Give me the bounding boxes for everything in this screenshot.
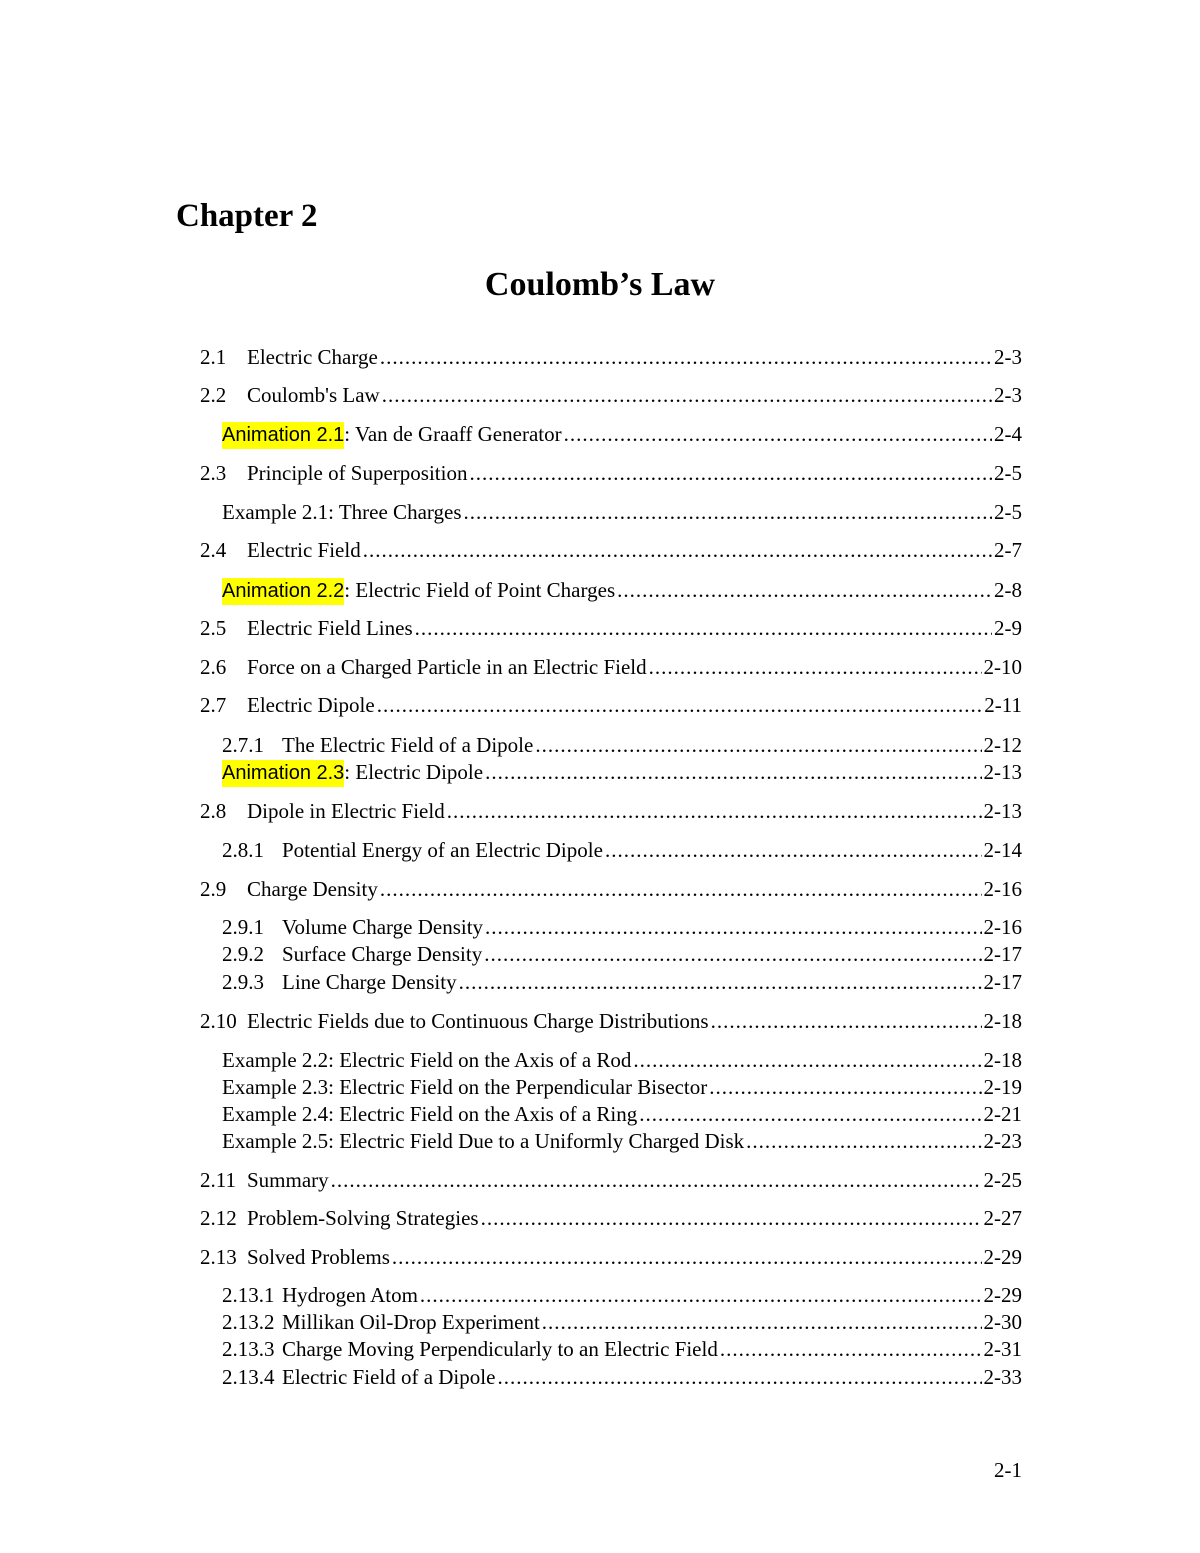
toc-entry-page: 2-27 bbox=[983, 1206, 1022, 1230]
toc-entry-title: Charge Moving Perpendicularly to an Electric Field bbox=[282, 1337, 718, 1361]
toc-entry-number: 2.4 bbox=[200, 538, 227, 562]
toc-entry-page: 2-14 bbox=[983, 838, 1022, 862]
toc-entry-page: 2-17 bbox=[983, 970, 1022, 994]
toc-entry-page: 2-12 bbox=[983, 733, 1022, 757]
toc-entry[interactable] bbox=[200, 615, 1022, 642]
toc-entry-number: 2.3 bbox=[200, 461, 227, 485]
toc-entry-page: 2-19 bbox=[983, 1075, 1022, 1099]
toc-entry-number: 2.6 bbox=[200, 655, 227, 679]
dot-leader bbox=[331, 1167, 982, 1194]
toc-entry-title: Hydrogen Atom bbox=[282, 1283, 418, 1307]
toc-entry-page: 2-18 bbox=[983, 1048, 1022, 1072]
toc-entry-title: Example 2.1: Three Charges bbox=[222, 500, 462, 524]
toc-entry-title: : Electric Dipole bbox=[344, 760, 484, 784]
toc-entry-title: Principle of Superposition bbox=[247, 461, 468, 485]
toc-entry[interactable] bbox=[222, 1309, 1022, 1336]
toc-entry-page: 2-29 bbox=[983, 1283, 1022, 1307]
toc-entry-page: 2-7 bbox=[994, 538, 1022, 562]
dot-leader bbox=[363, 537, 992, 564]
dot-leader bbox=[392, 1244, 982, 1271]
toc-entry[interactable] bbox=[222, 421, 1022, 448]
dot-leader bbox=[484, 941, 981, 968]
toc-entry-page: 2-23 bbox=[983, 1129, 1022, 1153]
dot-leader bbox=[535, 732, 981, 759]
toc-entry-page: 2-33 bbox=[983, 1365, 1022, 1389]
toc-entry-title: Example 2.5: Electric Field Due to a Uniformly Charged Disk bbox=[222, 1129, 745, 1153]
toc-entry[interactable] bbox=[200, 798, 1022, 825]
toc-entry[interactable] bbox=[222, 1128, 1022, 1155]
toc-entry-title: Electric Field of a Dipole bbox=[282, 1365, 496, 1389]
toc-entry-number: 2.7.1 bbox=[222, 733, 264, 757]
toc-entry-title: Electric Charge bbox=[247, 345, 378, 369]
toc-entry[interactable] bbox=[200, 1205, 1022, 1232]
toc-entry-title: : Electric Field of Point Charges bbox=[344, 578, 616, 602]
toc-entry-title: Example 2.4: Electric Field on the Axis of a Ring bbox=[222, 1102, 638, 1126]
dot-leader bbox=[464, 499, 993, 526]
dot-leader bbox=[469, 460, 992, 487]
toc-entry[interactable] bbox=[222, 499, 1022, 526]
toc-entry-title: Millikan Oil-Drop Experiment bbox=[282, 1310, 540, 1334]
toc-entry[interactable] bbox=[222, 759, 1022, 786]
toc-entry[interactable] bbox=[200, 876, 1022, 903]
toc-entry[interactable] bbox=[200, 1167, 1022, 1194]
toc-entry-title: Coulomb's Law bbox=[247, 383, 380, 407]
toc-entry-page: 2-11 bbox=[984, 693, 1022, 717]
toc-entry[interactable] bbox=[200, 537, 1022, 564]
toc-entry-number: 2.7 bbox=[200, 693, 227, 717]
toc-entry-title: Electric Dipole bbox=[247, 693, 375, 717]
toc-entry[interactable] bbox=[222, 837, 1022, 864]
dot-leader bbox=[380, 344, 992, 371]
toc-entry-number: 2.13.1 bbox=[222, 1283, 275, 1307]
toc-entry[interactable] bbox=[200, 1008, 1022, 1035]
toc-entry-number: 2.9 bbox=[200, 877, 227, 901]
toc-entry-title: Force on a Charged Particle in an Electric Field bbox=[247, 655, 647, 679]
dot-leader bbox=[382, 382, 992, 409]
chapter-heading: Chapter 2 bbox=[176, 198, 318, 234]
toc-entry-page: 2-18 bbox=[983, 1009, 1022, 1033]
toc-entry-title: Problem-Solving Strategies bbox=[247, 1206, 479, 1230]
toc-entry-page: 2-31 bbox=[983, 1337, 1022, 1361]
toc-entry-title: Electric Field Lines bbox=[247, 616, 413, 640]
toc-entry-page: 2-16 bbox=[983, 915, 1022, 939]
toc-entry-number: 2.9.2 bbox=[222, 942, 264, 966]
toc-entry-title: Volume Charge Density bbox=[282, 915, 484, 939]
toc-entry-number: 2.8.1 bbox=[222, 838, 264, 862]
toc-entry-page: 2-8 bbox=[994, 578, 1022, 602]
toc-entry-page: 2-17 bbox=[983, 942, 1022, 966]
toc-entry-page: 2-3 bbox=[994, 345, 1022, 369]
toc-entry-page: 2-30 bbox=[983, 1310, 1022, 1334]
toc-entry[interactable] bbox=[222, 914, 1022, 941]
toc-entry-title: The Electric Field of a Dipole bbox=[282, 733, 534, 757]
toc-entry[interactable] bbox=[200, 344, 1022, 371]
dot-leader bbox=[420, 1282, 982, 1309]
toc-entry-number: 2.13.4 bbox=[222, 1365, 275, 1389]
toc-entry-page: 2-29 bbox=[983, 1245, 1022, 1269]
toc-entry-title: Potential Energy of an Electric Dipole bbox=[282, 838, 603, 862]
dot-leader bbox=[380, 876, 982, 903]
toc-entry-number: 2.11 bbox=[200, 1168, 236, 1192]
toc-entry-number: 2.8 bbox=[200, 799, 227, 823]
toc-entry-number: 2.1 bbox=[200, 345, 227, 369]
toc-entry-title: Example 2.3: Electric Field on the Perpendicular Bisector bbox=[222, 1075, 708, 1099]
toc-entry-page: 2-25 bbox=[983, 1168, 1022, 1192]
toc-entry-page: 2-13 bbox=[983, 760, 1022, 784]
toc-entry-number: 2.9.1 bbox=[222, 915, 264, 939]
dot-leader bbox=[709, 1074, 981, 1101]
toc-entry-page: 2-5 bbox=[994, 461, 1022, 485]
dot-leader bbox=[746, 1128, 981, 1155]
toc-entry[interactable] bbox=[200, 382, 1022, 409]
dot-leader bbox=[481, 1205, 982, 1232]
toc-entry[interactable] bbox=[222, 941, 1022, 968]
toc-entry[interactable] bbox=[200, 460, 1022, 487]
toc-entry-number: 2.12 bbox=[200, 1206, 237, 1230]
dot-leader bbox=[497, 1364, 981, 1391]
toc-entry-page: 2-4 bbox=[994, 422, 1022, 446]
toc-entry[interactable] bbox=[222, 969, 1022, 996]
toc-entry[interactable] bbox=[222, 1364, 1022, 1391]
toc-entry-page: 2-5 bbox=[994, 500, 1022, 524]
toc-entry-page: 2-21 bbox=[983, 1102, 1022, 1126]
dot-leader bbox=[415, 615, 992, 642]
toc-entry[interactable] bbox=[200, 692, 1022, 719]
toc-entry-title: Line Charge Density bbox=[282, 970, 457, 994]
toc-entry[interactable] bbox=[222, 1282, 1022, 1309]
page-number: 2-1 bbox=[994, 1458, 1022, 1482]
chapter-title: Coulomb’s Law bbox=[484, 266, 716, 303]
dot-leader bbox=[633, 1047, 981, 1074]
animation-link[interactable]: Animation 2.1 bbox=[222, 422, 344, 449]
toc-entry-page: 2-10 bbox=[983, 655, 1022, 679]
toc-entry[interactable] bbox=[200, 654, 1022, 681]
toc-entry-title: Electric Fields due to Continuous Charge Distributions bbox=[247, 1009, 709, 1033]
animation-link[interactable]: Animation 2.3 bbox=[222, 760, 344, 787]
toc-entry-number: 2.5 bbox=[200, 616, 227, 640]
toc-entry[interactable] bbox=[222, 732, 1022, 759]
dot-leader bbox=[377, 692, 983, 719]
dot-leader bbox=[720, 1336, 982, 1363]
toc-entry[interactable] bbox=[222, 1336, 1022, 1363]
toc-entry-title: Example 2.2: Electric Field on the Axis of a Rod bbox=[222, 1048, 632, 1072]
toc-entry-title: Surface Charge Density bbox=[282, 942, 483, 966]
toc-entry[interactable] bbox=[222, 577, 1022, 604]
toc-entry-title: Electric Field bbox=[247, 538, 361, 562]
toc-entry-page: 2-3 bbox=[994, 383, 1022, 407]
toc-entry[interactable] bbox=[200, 1244, 1022, 1271]
toc-entry-page: 2-16 bbox=[983, 877, 1022, 901]
dot-leader bbox=[639, 1101, 981, 1128]
dot-leader bbox=[564, 421, 992, 448]
toc-entry-page: 2-13 bbox=[983, 799, 1022, 823]
dot-leader bbox=[649, 654, 982, 681]
toc-entry-number: 2.9.3 bbox=[222, 970, 264, 994]
dot-leader bbox=[485, 759, 981, 786]
dot-leader bbox=[542, 1309, 982, 1336]
toc-entry-number: 2.13.2 bbox=[222, 1310, 275, 1334]
toc-entry-title: Charge Density bbox=[247, 877, 378, 901]
dot-leader bbox=[711, 1008, 982, 1035]
dot-leader bbox=[485, 914, 981, 941]
toc-entry[interactable] bbox=[222, 1047, 1022, 1074]
dot-leader bbox=[617, 577, 992, 604]
toc-entry-number: 2.13.3 bbox=[222, 1337, 275, 1361]
toc-entry-title: Summary bbox=[247, 1168, 329, 1192]
toc-entry[interactable] bbox=[222, 1101, 1022, 1128]
toc-entry-number: 2.10 bbox=[200, 1009, 237, 1033]
dot-leader bbox=[459, 969, 982, 996]
toc-entry-title: Dipole in Electric Field bbox=[247, 799, 445, 823]
toc-entry-number: 2.2 bbox=[200, 383, 227, 407]
toc-entry-page: 2-9 bbox=[994, 616, 1022, 640]
toc-entry-number: 2.13 bbox=[200, 1245, 237, 1269]
toc-entry-title: Solved Problems bbox=[247, 1245, 390, 1269]
animation-link[interactable]: Animation 2.2 bbox=[222, 578, 344, 605]
toc-entry[interactable] bbox=[222, 1074, 1022, 1101]
toc-entry-title: : Van de Graaff Generator bbox=[344, 422, 562, 446]
dot-leader bbox=[605, 837, 982, 864]
dot-leader bbox=[447, 798, 982, 825]
